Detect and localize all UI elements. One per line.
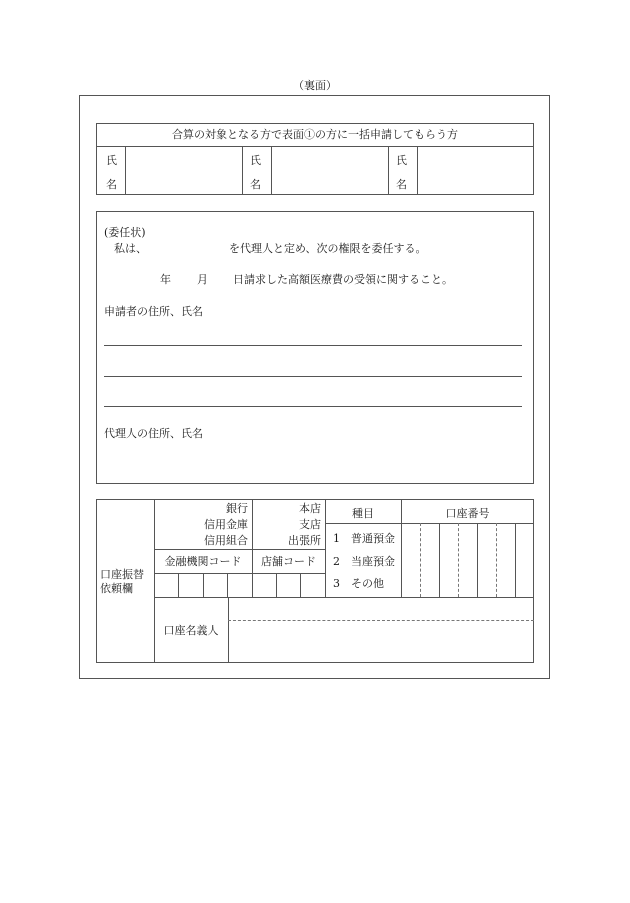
institution-code-digit-2[interactable] (179, 574, 202, 596)
agent-address-field[interactable] (104, 444, 522, 478)
proxy-heading: (委任状) (104, 226, 146, 239)
proxy-line1-prefix: 私は、 (114, 242, 147, 255)
account-number-digit-6[interactable] (497, 524, 515, 596)
account-holder-label: 口座名義人 (163, 624, 219, 637)
account-number-digit-3[interactable] (440, 524, 458, 596)
branch-code-label: 店舗コード (261, 555, 316, 568)
account-number-digit-4[interactable] (459, 524, 477, 596)
proxy-year-label: 年 (160, 273, 171, 286)
proxy-line2-suffix: 日請求した高額医療費の受領に関すること。 (233, 273, 453, 286)
applicant-address-line-2[interactable] (104, 376, 522, 377)
account-number-digit-1[interactable] (402, 524, 420, 596)
account-type-header: 種目 (352, 507, 374, 520)
inst-type-bank: 銀行 (226, 502, 248, 515)
name-field-1[interactable] (126, 147, 241, 194)
institution-code-digit-3[interactable] (204, 574, 226, 596)
name-label-3-top: 氏 (396, 154, 407, 167)
account-type-ordinary[interactable]: 1 普通預金 (333, 532, 395, 545)
applicant-address-label: 申請者の住所、氏名 (104, 305, 203, 318)
account-number-digit-2[interactable] (421, 524, 439, 596)
combined-applicants-title: 合算の対象となる方で表面①の方に一括申請してもらう方 (172, 128, 458, 141)
branch-code-digit-3[interactable] (301, 574, 324, 596)
page-header: （裏面） (293, 79, 337, 92)
branch-type-branch: 支店 (299, 518, 321, 531)
branch-code-digit-1[interactable] (253, 574, 275, 596)
bank-section-label-2: 依頼欄 (100, 582, 133, 595)
name-label-1-top: 氏 (106, 154, 117, 167)
account-number-digit-7[interactable] (516, 524, 533, 596)
name-label-2-bottom: 名 (250, 178, 261, 191)
institution-code-label: 金融機関コード (164, 555, 242, 568)
branch-type-sub-branch: 出張所 (288, 534, 321, 547)
branch-type-head-office: 本店 (299, 502, 321, 515)
account-number-header: 口座番号 (445, 507, 490, 520)
institution-code-digit-1[interactable] (155, 574, 177, 596)
name-label-2-top: 氏 (250, 154, 261, 167)
bank-section-label-1: 口座振替 (100, 568, 144, 581)
name-field-2[interactable] (272, 147, 387, 194)
applicant-address-line-3[interactable] (104, 406, 522, 407)
agent-address-label: 代理人の住所、氏名 (104, 427, 203, 440)
account-type-other[interactable]: 3 その他 (333, 577, 384, 590)
name-label-3-bottom: 名 (396, 178, 407, 191)
inst-type-credit-bank: 信用金庫 (204, 518, 248, 531)
branch-code-digit-2[interactable] (277, 574, 299, 596)
account-holder-name-field[interactable] (229, 621, 533, 662)
account-number-digit-5[interactable] (478, 524, 496, 596)
account-type-current[interactable]: 2 当座預金 (333, 555, 395, 568)
account-holder-kana-field[interactable] (229, 598, 533, 619)
proxy-month-label: 月 (197, 273, 208, 286)
name-field-3[interactable] (418, 147, 533, 194)
proxy-line1-suffix: を代理人と定め、次の権限を委任する。 (229, 242, 427, 255)
proxy-agent-name-field[interactable] (150, 240, 226, 256)
institution-code-digit-4[interactable] (228, 574, 251, 596)
inst-type-credit-union: 信用組合 (204, 534, 248, 547)
applicant-address-line-1[interactable] (104, 345, 522, 346)
name-label-1-bottom: 名 (106, 178, 117, 191)
